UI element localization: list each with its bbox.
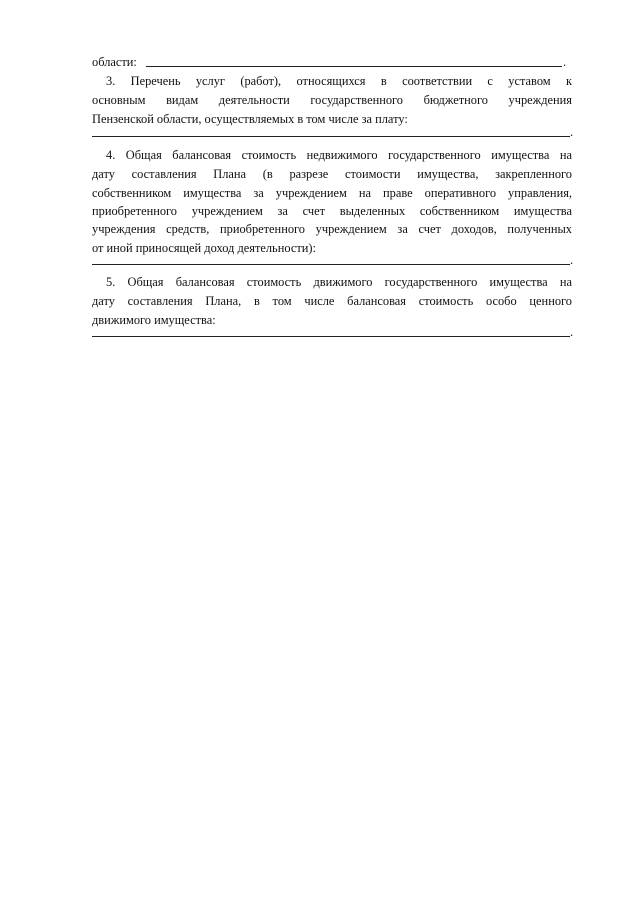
item4-line-5: учреждения средств, приобретенного учреждением за счет доходов, полученных — [92, 222, 572, 236]
item3-fill-dot: . — [570, 125, 574, 139]
item5-fill-dot: . — [570, 325, 574, 339]
region-fill-line — [146, 66, 562, 67]
item4-line-2: дату составления Плана (в разрезе стоимости имущества, закрепленного — [92, 167, 572, 181]
item5-line-1: 5. Общая балансовая стоимость движимого государственного имущества на — [106, 275, 572, 289]
item3-fill-line — [92, 136, 570, 137]
item4-line-1: 4. Общая балансовая стоимость недвижимого государственного имущества на — [106, 148, 572, 162]
item4-line-3: собственником имущества за учреждением на праве оперативного управления, — [92, 186, 572, 200]
region-fill-dot: . — [563, 55, 567, 69]
item3-line-3: Пензенской области, осуществляемых в том числе за плату: — [92, 112, 408, 126]
item4-line-4: приобретенного учреждением за счет выделенных собственником имущества — [92, 204, 572, 218]
item4-fill-dot: . — [570, 253, 574, 267]
item5-fill-line — [92, 336, 570, 337]
item5-line-2: дату составления Плана, в том числе балансовая стоимость особо ценного — [92, 294, 572, 308]
item3-line-2: основным видам деятельности государственного бюджетного учреждения — [92, 93, 572, 107]
item3-line-1: 3. Перечень услуг (работ), относящихся в соответствии с уставом к — [106, 74, 572, 88]
item4-line-6: от иной приносящей доход деятельности): — [92, 241, 316, 255]
item4-fill-line — [92, 264, 570, 265]
item5-line-3: движимого имущества: — [92, 313, 216, 327]
prev-region-label: области: — [92, 55, 137, 69]
